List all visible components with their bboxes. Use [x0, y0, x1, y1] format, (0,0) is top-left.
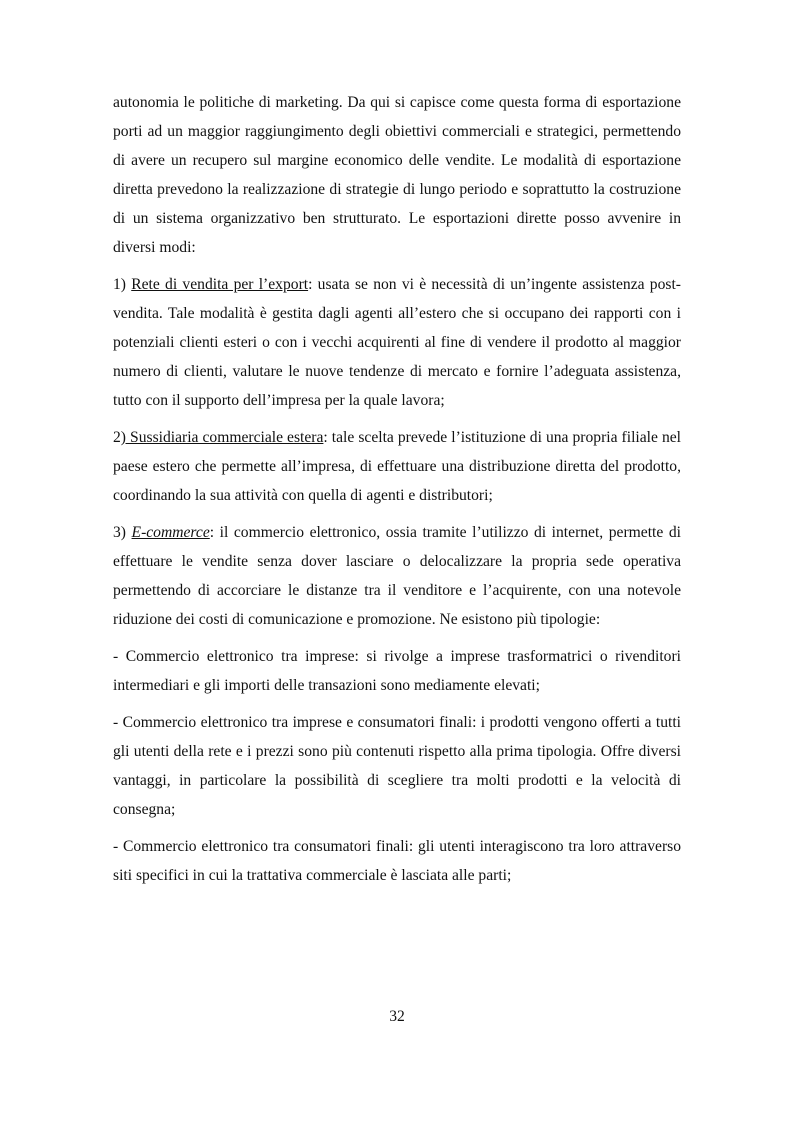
bullet-b2b: - Commercio elettronico tra imprese: si rivolge a imprese trasformatrici o rivenditori intermediari e gli importi delle transazioni sono mediamente elevati; — [113, 648, 681, 694]
item-title: ) Sussidiaria commerciale estera — [120, 429, 324, 446]
item-number: 3) — [113, 524, 132, 541]
item-title: Rete di vendita per l’export — [131, 276, 309, 293]
page-body — [113, 88, 681, 898]
item-separator: : — [308, 276, 318, 293]
list-item-sussidiaria — [113, 423, 681, 510]
item-number: 2 — [113, 429, 121, 446]
page-number: 32 — [389, 1008, 405, 1025]
item-text: usata se non vi è necessità di un’ingente assistenza post-vendita. Tale modalità è gestita dagli agenti all’estero che si occupano dei rapporti con i potenziali clienti esteri o con i vecchi acquirenti al fine di vendere il prodotto al maggior numero di clienti, valutare le nuove tendenze di mercato e fornire l’adeguata assistenza, tutto con il supporto dell’impresa per la quale lavora; — [113, 276, 681, 409]
bullet-b2c: - Commercio elettronico tra imprese e consumatori finali: i prodotti vengono offerti a tutti gli utenti della rete e i prezzi sono più contenuti rispetto alla prima tipologia. Offre diversi vantaggi, in particolare la possibilità di scegliere tra molti prodotti e la velocità di consegna; — [113, 714, 681, 818]
bullet-c2c: - Commercio elettronico tra consumatori finali: gli utenti interagiscono tra loro attraverso siti specifici in cui la trattativa commerciale è lasciata alle parti; — [113, 838, 681, 884]
item-title: E-commerce — [131, 524, 210, 541]
intro-paragraph: autonomia le politiche di marketing. Da qui si capisce come questa forma di esportazione porti ad un maggior raggiungimento degli obiettivi commerciali e strategici, permettendo di avere un recupero sul margine economico delle vendite. Le modalità di esportazione diretta prevedono la realizzazione di strategie di lungo periodo e soprattutto la costruzione di un sistema organizzativo ben strutturato. Le esportazioni dirette posso avvenire in diversi modi: — [113, 94, 681, 256]
item-number: 1) — [113, 276, 132, 293]
item-text: il commercio elettronico, ossia tramite l’utilizzo di internet, permette di effettuare le vendite senza dover lasciare o delocalizzare la propria sede operativa permettendo di accorciare le distanze tra il venditore e l’acquirente, con una notevole riduzione dei costi di comunicazione e promozione. Ne esistono più tipologie: — [113, 524, 681, 628]
item-separator: : — [323, 429, 332, 446]
list-item-rete-vendita — [113, 270, 681, 415]
item-separator: : — [209, 524, 220, 541]
list-item-e-commerce — [113, 518, 681, 634]
item-text: tale scelta prevede l’istituzione di una propria filiale nel paese estero che permette all’impresa, di effettuare una distribuzione diretta del prodotto, coordinando la sua attività con quella di agenti e distributori; — [113, 429, 682, 504]
